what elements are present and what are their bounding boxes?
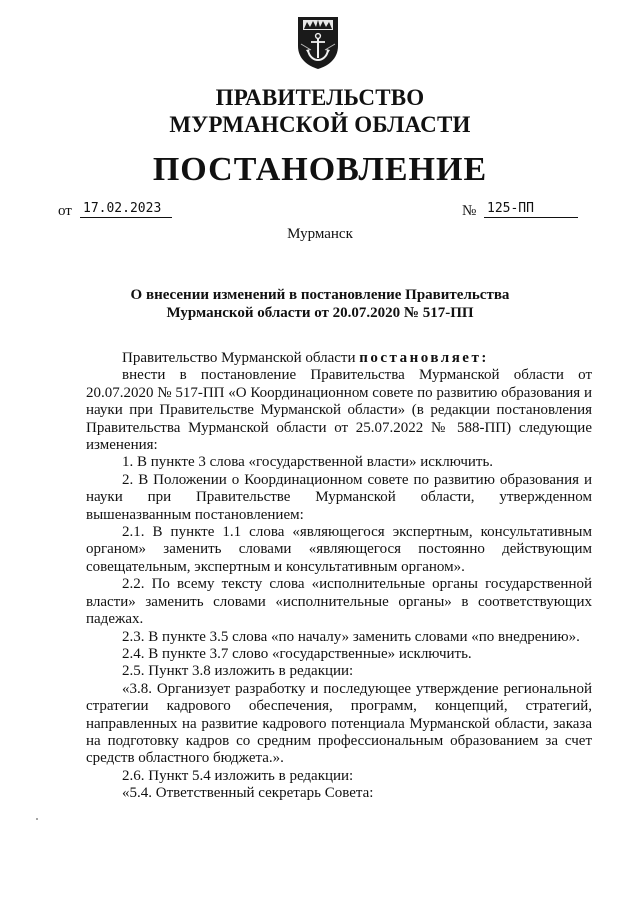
document-type-title: ПОСТАНОВЛЕНИЕ [152, 151, 488, 188]
scan-speck [36, 818, 38, 820]
item-2-4: 2.4. В пункте 3.7 слово «государственные» исключить. [122, 645, 472, 662]
document-body [86, 350, 592, 803]
item-2-1: 2.1. В пункте 1.1 слова «являющегося экспертным, консультативным органом» заменить словами «являющегося постоянно действующим совещательным, экспертным и консультативным органом». [86, 524, 592, 575]
city-name: Мурманск [287, 226, 353, 242]
preamble-text: Правительство Мурманской области [122, 350, 360, 366]
government-name [0, 84, 640, 138]
quote-3-8: «3.8. Организует разработку и последующее утверждение региональной стратегии кадрового обеспечения, программ, концепций, стратегий, направленных на развитие кадрового потенциала Мурманской области, заказа на подготовку кадров со средним профессиональным образованием за счет средств областного бюджета.». [86, 680, 592, 767]
item-2-6: 2.6. Пункт 5.4 изложить в редакции: [122, 767, 354, 784]
intro-paragraph: внести в постановление Правительства Мурманской области от 20.07.2020 № 517-ПП «О Координационном совете по развитию образования и науки при Правительстве Мурманской области» (в редакции постановления Правительства Мурманской области от 25.07.2022 № 588-ПП) следующие изменения: [86, 367, 592, 454]
date-label: от [58, 203, 72, 219]
document-date: 17.02.2023 [80, 201, 172, 218]
government-name-line2: МУРМАНСКОЙ ОБЛАСТИ [169, 112, 471, 137]
subject-line2: Мурманской области от 20.07.2020 № 517-ПП [166, 305, 474, 321]
item-2-5: 2.5. Пункт 3.8 изложить в редакции: [122, 663, 354, 680]
quote-5-4: «5.4. Ответственный секретарь Совета: [122, 785, 374, 802]
coat-of-arms-emblem-icon [295, 14, 341, 70]
government-name-line1: ПРАВИТЕЛЬСТВО [215, 85, 425, 110]
number-label: № [462, 203, 477, 219]
decree-word: постановляет: [359, 350, 489, 366]
item-1: 1. В пункте 3 слова «государственной власти» исключить. [122, 454, 494, 471]
item-2-2: 2.2. По всему тексту слова «исполнительные органы государственной власти» заменить словами «исполнительные органы» в соответствующих падежах. [86, 576, 592, 628]
item-2-3: 2.3. В пункте 3.5 слова «по началу» заменить словами «по внедрению». [122, 628, 580, 645]
preamble-paragraph [86, 350, 592, 367]
document-number: 125-ПП [484, 201, 578, 218]
document-subject [0, 286, 640, 322]
subject-line1: О внесении изменений в постановление Правительства [130, 287, 510, 303]
item-2: 2. В Положении о Координационном совете по развитию образования и науки при Правительстве Мурманской области, утвержденном вышеназванным постановлением: [86, 471, 592, 523]
